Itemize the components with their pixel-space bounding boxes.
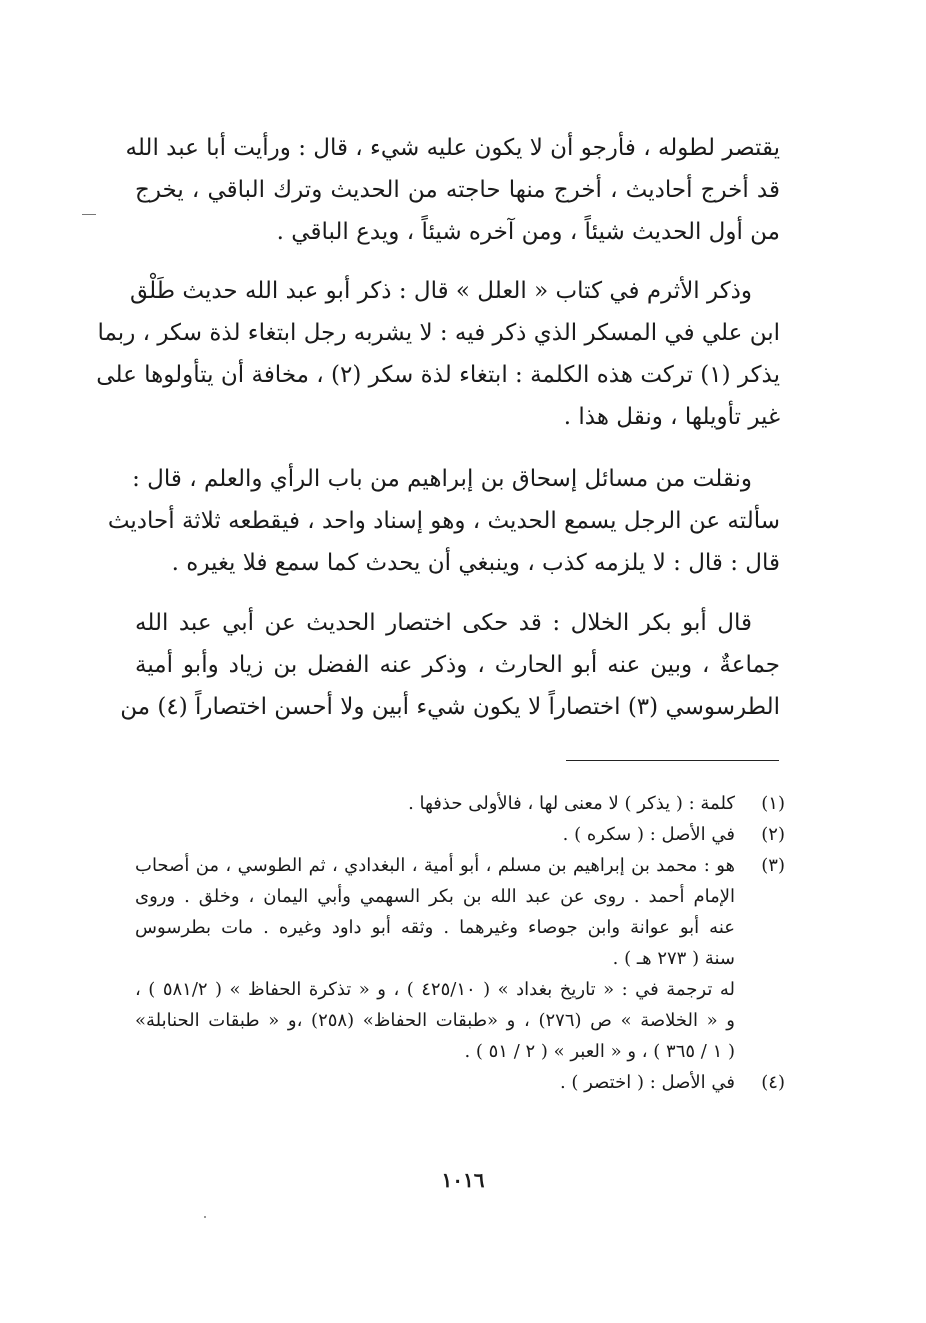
scan-speck [204, 1216, 206, 1218]
footnote-number: (٤) [761, 1072, 785, 1093]
paragraph-4 [120, 602, 780, 728]
footnote-line: سنة ( ٢٧٣ هـ ) . [612, 948, 735, 969]
text-line: ونقلت من مسائل إسحاق بن إبراهيم من باب الرأي والعلم ، قال : [132, 466, 752, 492]
footnote-2 [135, 819, 785, 850]
text-line: ابن علي في المسكر الذي ذكر فيه : لا يشربه رجل ابتغاء لذة سكر ، ربما [97, 320, 780, 346]
footnote-line: الإمام أحمد . روى عن عبد الله بن بكر السهمي وأبي اليمان ، وخلق . وروى [135, 886, 735, 907]
footnote-line: عنه أبو عوانة وابن جوصاء وغيرهما . وثقه أبو داود وغيره . مات بطرسوس [135, 917, 735, 938]
footnote-line: له ترجمة في : « تاريخ بغداد » ( ٤٢٥/١٠ ) ، و « تذكرة الحفاظ » ( ٥٨١/٢ ) ، [135, 979, 735, 1000]
text-line: قد أخرج أحاديث ، أخرج منها حاجته من الحديث وترك الباقي ، يخرج [135, 177, 780, 203]
page-number: ١٠١٦ [441, 1168, 485, 1192]
text-line: غير تأويلها ، ونقل هذا . [563, 404, 780, 430]
footnote-number: (٢) [761, 824, 785, 845]
text-line: سألته عن الرجل يسمع الحديث ، وهو إسناد واحد ، فيقطعه ثلاثة أحاديث [107, 508, 780, 534]
paragraph-1 [125, 127, 780, 253]
text-line: قال أبو بكر الخلال : قد حكى اختصار الحديث عن أبي عبد الله [135, 610, 752, 636]
footnote-line: كلمة : ( يذكر ) لا معنى لها ، فالأولى حذفها . [408, 793, 735, 814]
margin-mark [82, 214, 96, 215]
text-line: الطرسوسي (٣) اختصاراً لا يكون شيء أبين ولا أحسن اختصاراً (٤) من [120, 694, 780, 720]
footnote-3 [135, 850, 785, 1067]
footnote-4 [135, 1067, 785, 1098]
footnote-1 [135, 788, 785, 819]
footnote-number: (١) [761, 793, 785, 814]
footnote-number: (٣) [761, 855, 785, 876]
footnote-separator [566, 760, 779, 761]
text-line: يذكر (١) تركت هذه الكلمة : ابتغاء لذة سكر (٢) ، مخافة أن يتأولوها على [96, 362, 780, 388]
footnotes [135, 788, 785, 1098]
paragraph-3 [107, 458, 780, 584]
paragraph-2 [96, 270, 780, 438]
footnote-line: في الأصل : ( اختصر ) . [559, 1072, 735, 1093]
footnote-line: في الأصل : ( سكره ) . [562, 824, 735, 845]
text-line: وذكر الأثرم في كتاب « العلل » قال : ذكر أبو عبد الله حديث طَلْق [129, 278, 752, 304]
footnote-line: و « الخلاصة » ص (٢٧٦) ، و «طبقات الحفاظ» (٢٥٨) ،و « طبقات الحنابلة» [135, 1010, 736, 1031]
text-line: جماعةٌ ، وبين عنه أبو الحارث ، وذكر عنه الفضل بن زياد وأبو أمية [135, 652, 780, 678]
footnote-line: هو : محمد بن إبراهيم بن مسلم ، أبو أمية ، البغدادي ، ثم الطوسي ، من أصحاب [135, 855, 735, 876]
text-line: من أول الحديث شيئاً ، ومن آخره شيئاً ، ويدع الباقي . [276, 219, 780, 245]
footnote-line: ( ١ / ٣٦٥ ) ، و « العبر » ( ٢ / ٥١ ) . [464, 1041, 735, 1062]
text-line: قال : قال : لا يلزمه كذب ، وينبغي أن يحدث كما سمع فلا يغيره . [171, 550, 780, 576]
text-line: يقتصر لطوله ، فأرجو أن لا يكون عليه شيء ، قال : ورأيت أبا عبد الله [125, 135, 780, 161]
